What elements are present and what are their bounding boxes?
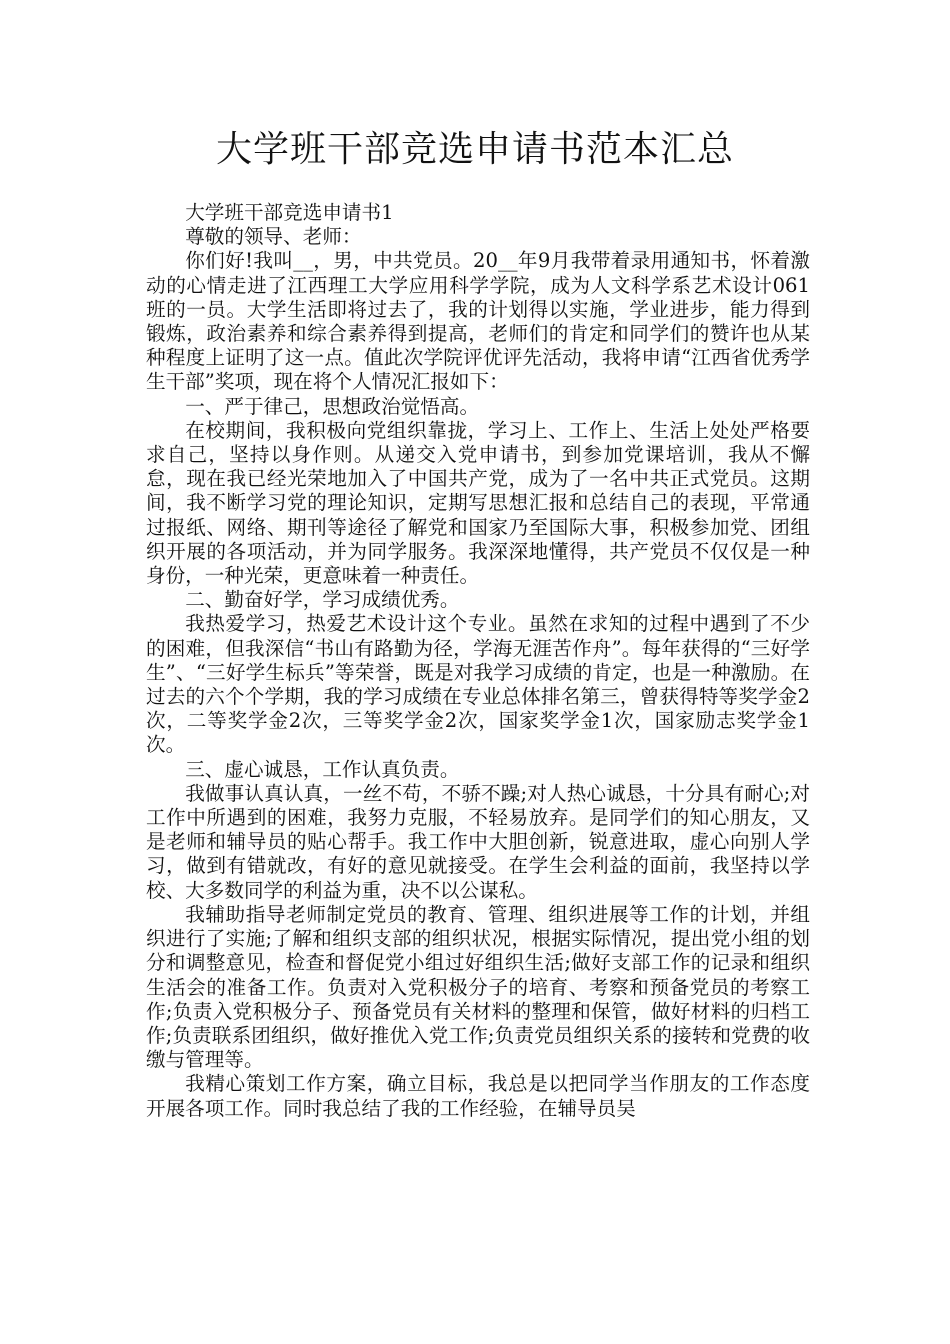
paragraph-heading: 大学班干部竞选申请书1 (185, 201, 394, 224)
paragraph-salutation: 尊敬的领导、老师： (185, 225, 362, 249)
section-heading-3: 三、虚心诚恳，工作认真负责。 (185, 757, 460, 781)
paragraph: 我精心策划工作方案，确立目标，我总是以把同学当作朋友的工作态度开展各项工作。同时我总结了我的工作经验，在辅导员吴 (146, 1072, 810, 1120)
paragraph: 我热爱学习，热爱艺术设计这个专业。虽然在求知的过程中遇到了不少的困难，但我深信“书山有路勤为径，学海无涯苦作舟”。每年获得的“三好学生”、“三好学生标兵”等荣誉，既是对我学习成绩的肯定，也是一种激励。在过去的六个个学期，我的学习成绩在专业总体排名第三，曾获得特等奖学金2次，二等奖学金2次，三等奖学金2次，国家奖学金1次，国家励志奖学金1次。 (146, 612, 810, 757)
document-title: 大学班干部竞选申请书范本汇总 (215, 129, 734, 170)
section-heading-1: 一、严于律己，思想政治觉悟高。 (185, 394, 480, 418)
paragraph-intro: 你们好!我叫__，男，中共党员。20__年9月我带着录用通知书，怀着激动的心情走进了江西理工大学应用科学学院，成为人文科学系艺术设计061班的一员。大学生活即将过去了，我的计划得以实施，学业进步，能力得到锻炼，政治素养和综合素养得到提高，老师们的肯定和同学们的赞许也从某种程度上证明了这一点。值此次学院评优评先活动，我将申请“江西省优秀学生干部”奖项，现在将个人情况汇报如下： (146, 249, 810, 394)
paragraph: 我辅助指导老师制定党员的教育、管理、组织进展等工作的计划，并组织进行了实施;了解和组织支部的组织状况，根据实际情况，提出党小组的划分和调整意见，检查和督促党小组过好组织生活;做好支部工作的记录和组织生活会的准备工作。负责对入党积极分子的培育、考察和预备党员的考察工作;负责入党积极分子、预备党员有关材料的整理和保管，做好材料的归档工作;负责联系团组织，做好推优入党工作;负责党员组织关系的接转和党费的收缴与管理等。 (146, 902, 810, 1072)
paragraph: 在校期间，我积极向党组织靠拢，学习上、工作上、生活上处处严格要求自己，坚持以身作则。从递交入党申请书，到参加党课培训，我从不懈怠，现在我已经光荣地加入了中国共产党，成为了一名中共正式党员。这期间，我不断学习党的理论知识，定期写思想汇报和总结自己的表现，平常通过报纸、网络、期刊等途径了解党和国家乃至国际大事，积极参加党、团组织开展的各项活动，并为同学服务。我深深地懂得，共产党员不仅仅是一种身份，一种光荣，更意味着一种责任。 (146, 418, 810, 588)
document-body (146, 201, 810, 1121)
paragraph: 我做事认真认真，一丝不苟，不骄不躁;对人热心诚恳，十分具有耐心;对工作中所遇到的困难，我努力克服，不轻易放弃。是同学们的知心朋友，又是老师和辅导员的贴心帮手。我工作中大胆创新，锐意进取，虚心向别人学习，做到有错就改，有好的意见就接受。在学生会利益的面前，我坚持以学校、大多数同学的利益为重，决不以公谋私。 (146, 781, 810, 902)
section-heading-2: 二、勤奋好学，学习成绩优秀。 (185, 588, 460, 612)
